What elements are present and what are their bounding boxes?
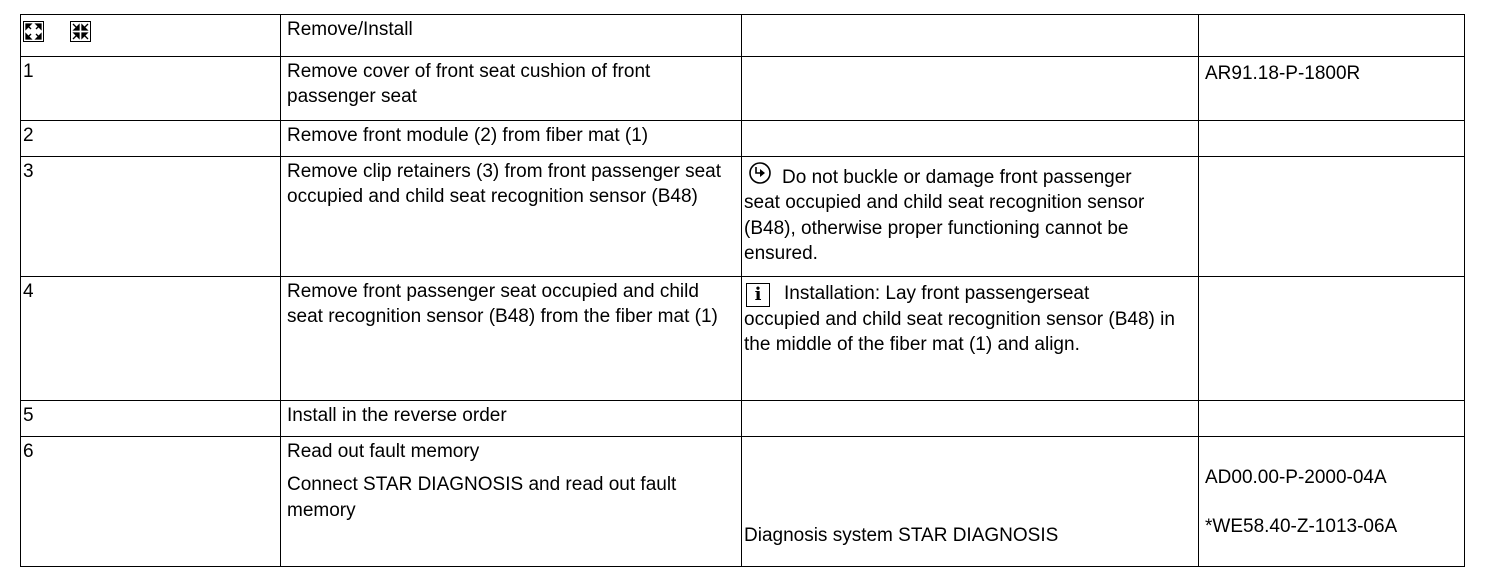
step-action: Remove clip retainers (3) from front passenger seat occupied and child seat recognition sensor (B48) <box>281 157 742 277</box>
step-number: 3 <box>21 157 281 277</box>
step-sub-action: Connect STAR DIAGNOSIS and read out fault memory <box>287 474 677 521</box>
step-note <box>742 157 1199 277</box>
header-icons-cell <box>21 15 281 57</box>
warning-icon <box>748 161 772 185</box>
reference-link[interactable]: AR91.18-P-1800R <box>1199 57 1465 121</box>
step-number: 4 <box>21 277 281 401</box>
diagnosis-system-note: Diagnosis system STAR DIAGNOSIS <box>744 525 1059 546</box>
table-row <box>21 121 1465 157</box>
step-ref <box>1199 401 1465 437</box>
procedure-table <box>20 14 1465 567</box>
step-number: 5 <box>21 401 281 437</box>
step-number: 1 <box>21 57 281 121</box>
step-number: 2 <box>21 121 281 157</box>
step-action: Read out fault memory <box>287 441 480 462</box>
step-number: 6 <box>21 437 281 567</box>
table-row <box>21 401 1465 437</box>
step-note <box>742 121 1199 157</box>
table-row <box>21 277 1465 401</box>
step-note <box>742 401 1199 437</box>
reference-link[interactable]: *WE58.40-Z-1013-06A <box>1205 516 1398 538</box>
warning-note-text: seat occupied and child seat recognition sensor (B48), otherwise proper functioning cannot be ensured. <box>744 192 1145 264</box>
header-note-cell <box>742 15 1199 57</box>
info-note-text: occupied and child seat recognition sensor (B48) in the middle of the fiber mat (1) and align. <box>744 309 1175 356</box>
expand-icon[interactable] <box>23 21 44 42</box>
info-icon: i <box>746 283 770 307</box>
header-title: Remove/Install <box>281 15 742 57</box>
info-note-first: Installation: Lay front passengerseat <box>784 283 1090 304</box>
table-row <box>21 437 1465 567</box>
header-ref-cell <box>1199 15 1465 57</box>
step-action-group <box>281 437 742 567</box>
step-action: Remove front passenger seat occupied and child seat recognition sensor (B48) from the fiber mat (1) <box>281 277 742 401</box>
step-ref <box>1199 121 1465 157</box>
step-action: Install in the reverse order <box>281 401 742 437</box>
collapse-icon[interactable] <box>70 21 91 42</box>
step-action: Remove front module (2) from fiber mat (1) <box>281 121 742 157</box>
table-row <box>21 157 1465 277</box>
warning-note-first: Do not buckle or damage front passenger <box>782 167 1132 188</box>
step-ref-group <box>1199 437 1465 567</box>
step-ref <box>1199 157 1465 277</box>
step-note <box>742 437 1199 567</box>
step-note <box>742 57 1199 121</box>
step-ref <box>1199 277 1465 401</box>
table-row <box>21 57 1465 121</box>
step-note <box>742 277 1199 401</box>
reference-link[interactable]: AD00.00-P-2000-04A <box>1205 467 1387 488</box>
table-header-row <box>21 15 1465 57</box>
step-action: Remove cover of front seat cushion of front passenger seat <box>281 57 742 121</box>
